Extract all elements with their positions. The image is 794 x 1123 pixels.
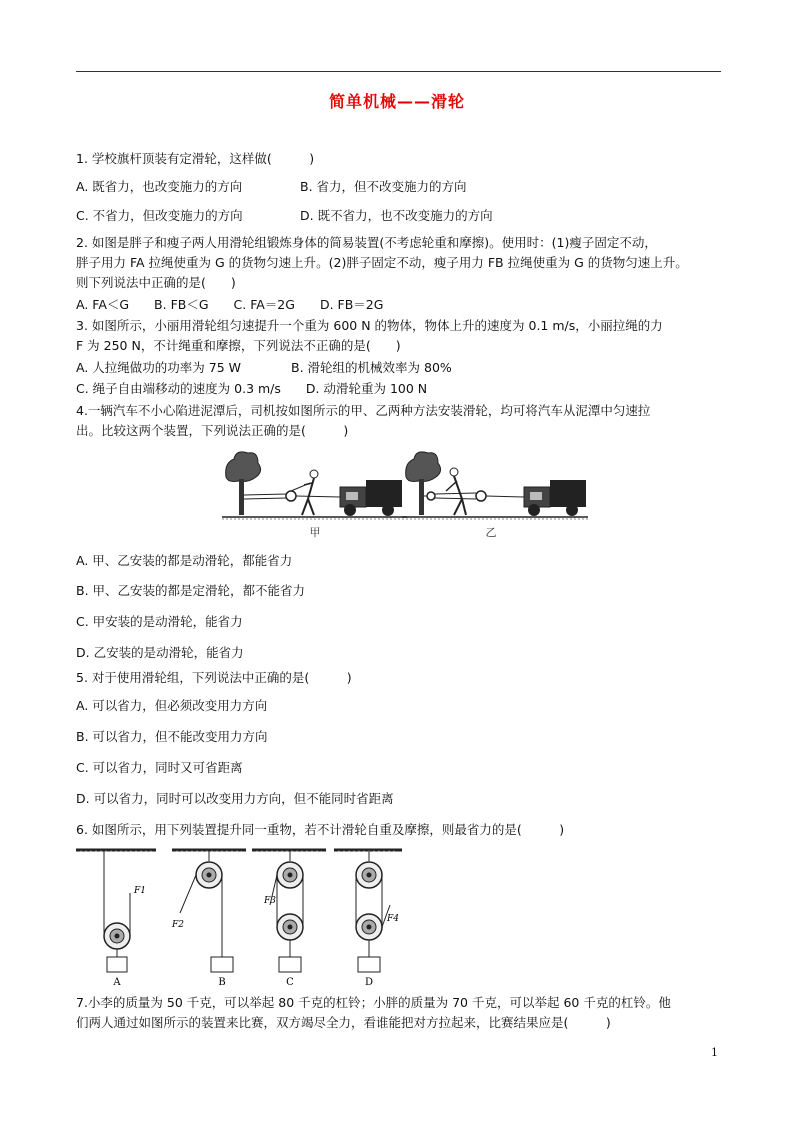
q5-option-a: A. 可以省力，但必须改变用力方向	[76, 698, 268, 713]
q4-line-2: 出。比较这两个装置，下列说法正确的是( )	[76, 423, 349, 438]
header-rule	[76, 71, 721, 72]
q6-device-a	[76, 850, 156, 988]
q2-options: A. FA＜G B. FB＜G C. FA＝2G D. FB＝2G	[76, 297, 384, 312]
q6-label-c: C	[286, 977, 294, 988]
q3-line-1: 3. 如图所示，小丽用滑轮组匀速提升一个重为 600 N 的物体，物体上升的速度为 0.1 m/s，小丽拉绳的力	[76, 318, 663, 333]
q3-options-cd: C. 绳子自由端移动的速度为 0.3 m/s D. 动滑轮重为 100 N	[76, 381, 428, 396]
q5-option-d: D. 可以省力，同时可以改变用力方向，但不能同时省距离	[76, 791, 394, 806]
q4-label-b: 乙	[485, 526, 497, 539]
q1-option-c: C. 不省力，但改变施力的方向	[76, 208, 243, 223]
q1-option-a: A. 既省力，也改变施力的方向	[76, 179, 243, 194]
q4-option-d: D. 乙安装的是动滑轮，能省力	[76, 645, 244, 660]
q4-line-1: 4.一辆汽车不小心陷进泥潭后，司机按如图所示的甲、乙两种方法安装滑轮，均可将汽车从泥潭中匀速拉	[76, 403, 651, 418]
q6-force-f4: F4	[387, 914, 399, 924]
q6-label-d: D	[364, 977, 374, 988]
q1-option-d: D. 既不省力，也不改变施力的方向	[300, 208, 493, 223]
q6-device-b	[171, 850, 246, 988]
q2-line-2: 胖子用力 FA 拉绳使重为 G 的货物匀速上升。(2)胖子固定不动，瘦子用力 FB 拉绳使重为 G 的货物匀速上升。	[76, 255, 688, 270]
q2-line-1: 2. 如图是胖子和瘦子两人用滑轮组锻炼身体的简易装置(不考虑轮重和摩擦)。使用时：(1)瘦子固定不动，	[76, 235, 657, 250]
q6-label-b: B	[218, 977, 226, 988]
q4-figure-b	[402, 452, 588, 539]
q5-option-c: C. 可以省力，同时又可省距离	[76, 760, 243, 775]
q1-option-b: B. 省力，但不改变施力的方向	[300, 179, 467, 194]
q5-option-b: B. 可以省力，但不能改变用力方向	[76, 729, 268, 744]
q6-pulley-figure	[72, 845, 402, 990]
q6-label-a: A	[113, 977, 121, 988]
q6-device-d	[334, 850, 402, 988]
q4-option-c: C. 甲安装的是动滑轮，能省力	[76, 614, 243, 629]
q3-options-ab: A. 人拉绳做功的功率为 75 W B. 滑轮组的机械效率为 80%	[76, 360, 452, 375]
q6-force-f2: F2	[172, 920, 184, 930]
q4-option-a: A. 甲、乙安装的都是动滑轮，都能省力	[76, 553, 293, 568]
page-title: 简单机械——滑轮	[328, 92, 465, 111]
page-number: 1	[711, 1046, 718, 1059]
q6-stem: 6. 如图所示，用下列装置提升同一重物，若不计滑轮自重及摩擦，则最省力的是( )	[76, 822, 565, 837]
q7-line-2: 们两人通过如图所示的装置来比赛，双方竭尽全力，看谁能把对方拉起来，比赛结果应是( )	[76, 1015, 611, 1030]
q6-force-f3: F3	[264, 896, 276, 906]
q4-label-a: 甲	[309, 526, 321, 539]
q3-line-2: F 为 250 N，不计绳重和摩擦，下列说法不正确的是( )	[76, 338, 401, 353]
q1-stem: 1. 学校旗杆顶装有定滑轮，这样做( )	[76, 151, 315, 166]
q4-car-pulley-figure	[222, 447, 592, 542]
q4-option-b: B. 甲、乙安装的都是定滑轮，都不能省力	[76, 583, 306, 598]
q2-line-3: 则下列说法中正确的是( )	[76, 275, 236, 290]
q6-force-f1: F1	[134, 886, 146, 896]
q6-device-c	[252, 850, 326, 988]
q7-line-1: 7.小李的质量为 50 千克，可以举起 80 千克的杠铃；小胖的质量为 70 千克，可以举起 60 千克的杠铃。他	[76, 995, 671, 1010]
q5-stem: 5. 对于使用滑轮组，下列说法中正确的是( )	[76, 670, 352, 685]
q4-figure-a	[222, 452, 407, 539]
